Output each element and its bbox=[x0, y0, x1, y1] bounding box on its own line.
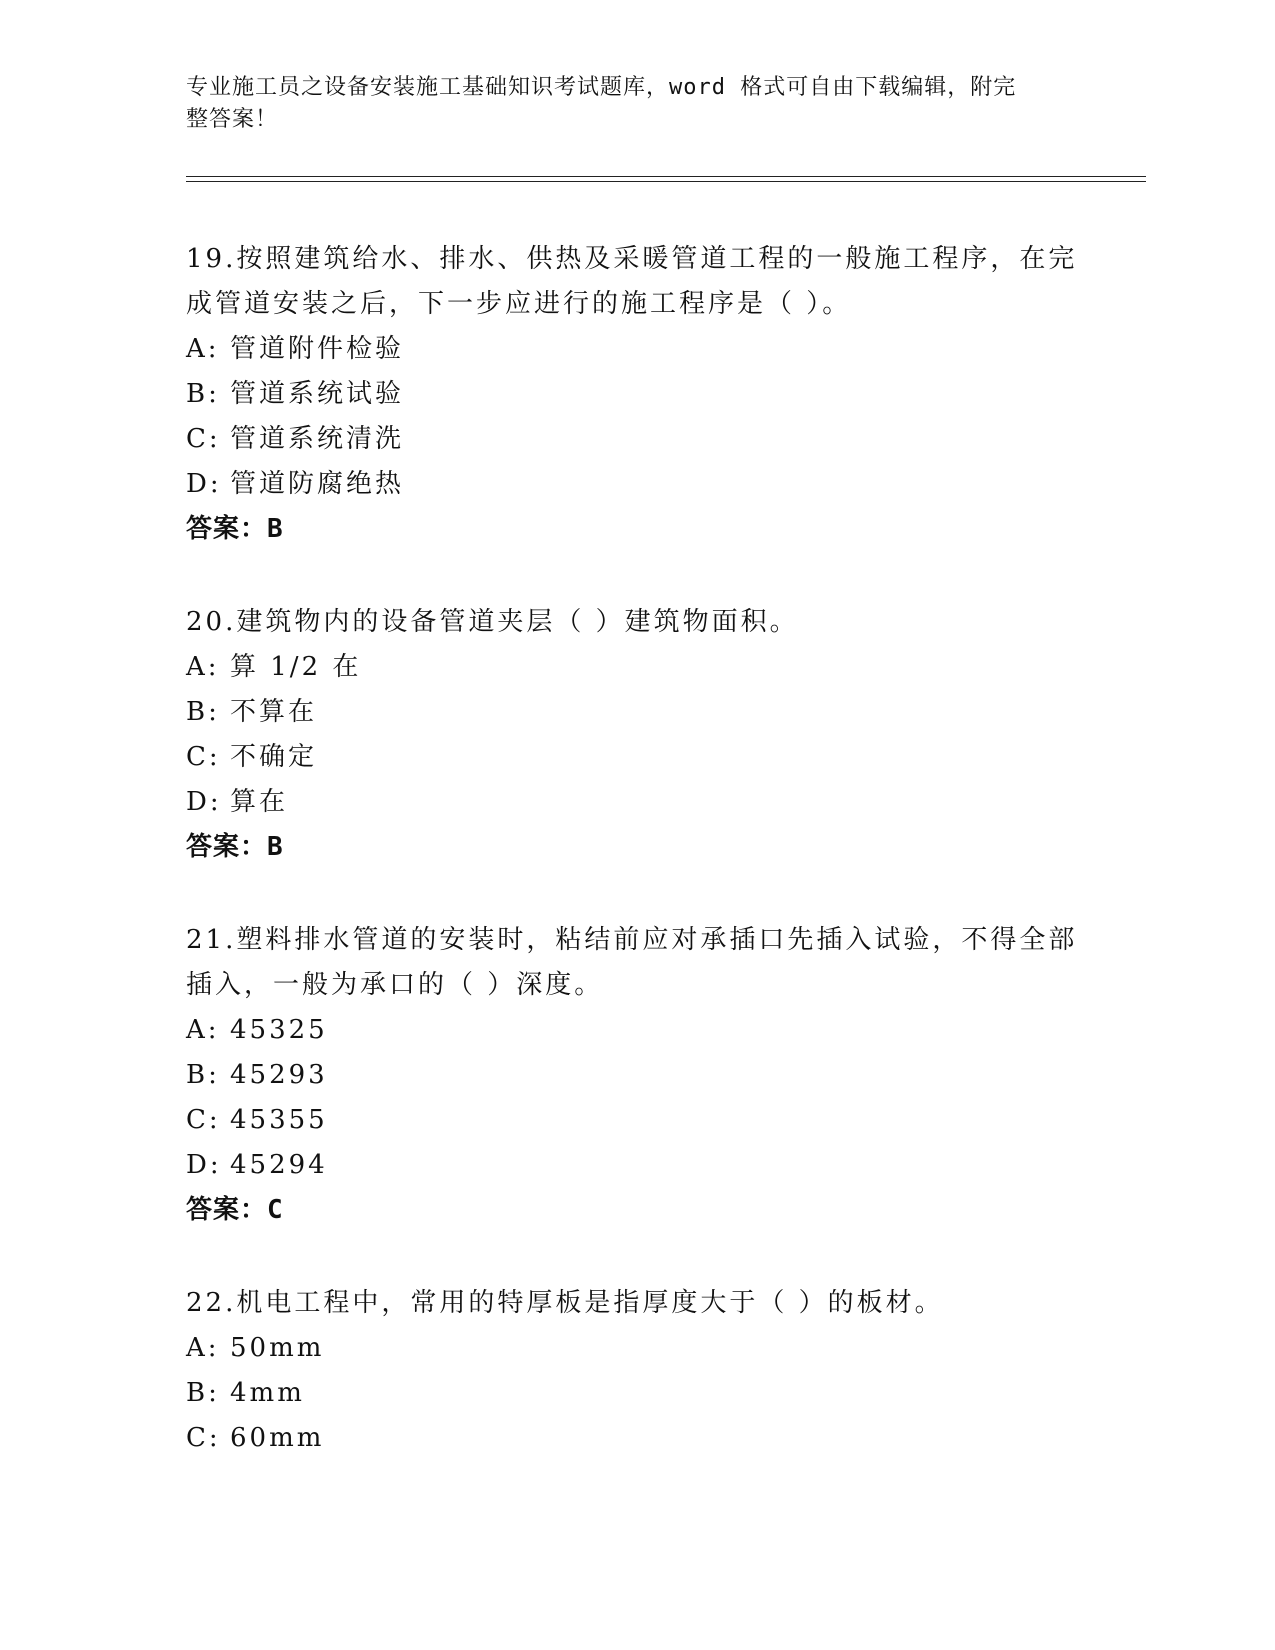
question-stem-line: 插入，一般为承口的（ ）深度。 bbox=[186, 970, 604, 1000]
option-letter: C: bbox=[186, 1423, 221, 1453]
question-stem-line: 19.按照建筑给水、排水、供热及采暖管道工程的一般施工程序，在完 bbox=[186, 244, 1078, 274]
question-21 bbox=[186, 918, 1086, 1233]
option-letter: D: bbox=[186, 787, 222, 817]
option-letter: B: bbox=[186, 1378, 220, 1408]
option-letter: D: bbox=[186, 469, 222, 499]
document-header bbox=[186, 72, 1086, 136]
option-d bbox=[186, 780, 1086, 825]
question-stem-line: 成管道安装之后，下一步应进行的施工程序是（ ）。 bbox=[186, 289, 852, 319]
answer-line: 答案：B bbox=[186, 514, 284, 544]
question-list bbox=[186, 237, 1086, 1509]
answer-line: 答案：B bbox=[186, 832, 284, 862]
option-a bbox=[186, 1008, 1086, 1053]
option-a bbox=[186, 645, 1086, 690]
question-20 bbox=[186, 600, 1086, 870]
option-text: 管道系统清洗 bbox=[230, 424, 405, 454]
option-text: 4mm bbox=[230, 1378, 305, 1408]
option-text: 45325 bbox=[230, 1015, 328, 1045]
option-text: 算 1/2 在 bbox=[230, 652, 362, 682]
option-c bbox=[186, 735, 1086, 780]
option-b bbox=[186, 690, 1086, 735]
option-letter: C: bbox=[186, 742, 221, 772]
option-letter: A: bbox=[186, 1015, 220, 1045]
option-letter: A: bbox=[186, 652, 220, 682]
question-stem-line: 20.建筑物内的设备管道夹层（ ）建筑物面积。 bbox=[186, 607, 799, 637]
question-19 bbox=[186, 237, 1086, 552]
question-stem-line: 22.机电工程中，常用的特厚板是指厚度大于（ ）的板材。 bbox=[186, 1288, 944, 1318]
answer-line: 答案：C bbox=[186, 1195, 284, 1225]
option-d bbox=[186, 462, 1086, 507]
option-b bbox=[186, 1371, 1086, 1416]
header-line-2: 整答案！ bbox=[186, 107, 279, 132]
option-text: 45355 bbox=[230, 1105, 328, 1135]
question-22 bbox=[186, 1281, 1086, 1461]
option-text: 60mm bbox=[230, 1423, 325, 1453]
header-divider-top bbox=[186, 176, 1146, 177]
option-b bbox=[186, 372, 1086, 417]
option-text: 50mm bbox=[230, 1333, 325, 1363]
option-text: 管道防腐绝热 bbox=[230, 469, 405, 499]
option-text: 45293 bbox=[230, 1060, 328, 1090]
option-letter: D: bbox=[186, 1150, 222, 1180]
option-letter: A: bbox=[186, 1333, 220, 1363]
option-c bbox=[186, 1416, 1086, 1461]
option-d bbox=[186, 1143, 1086, 1188]
option-letter: A: bbox=[186, 334, 220, 364]
option-text: 不确定 bbox=[230, 742, 318, 772]
option-letter: B: bbox=[186, 697, 220, 727]
option-letter: C: bbox=[186, 1105, 221, 1135]
option-c bbox=[186, 1098, 1086, 1143]
question-stem-line: 21.塑料排水管道的安装时，粘结前应对承插口先插入试验，不得全部 bbox=[186, 925, 1078, 955]
option-letter: C: bbox=[186, 424, 221, 454]
option-letter: B: bbox=[186, 1060, 220, 1090]
option-a bbox=[186, 1326, 1086, 1371]
option-text: 45294 bbox=[230, 1150, 328, 1180]
option-text: 不算在 bbox=[230, 697, 318, 727]
option-text: 算在 bbox=[230, 787, 289, 817]
option-b bbox=[186, 1053, 1086, 1098]
option-text: 管道系统试验 bbox=[230, 379, 405, 409]
option-text: 管道附件检验 bbox=[230, 334, 405, 364]
header-divider-bottom bbox=[186, 181, 1146, 182]
header-line-1: 专业施工员之设备安装施工基础知识考试题库，word 格式可自由下载编辑，附完 bbox=[186, 75, 1017, 100]
option-letter: B: bbox=[186, 379, 220, 409]
option-a bbox=[186, 327, 1086, 372]
option-c bbox=[186, 417, 1086, 462]
